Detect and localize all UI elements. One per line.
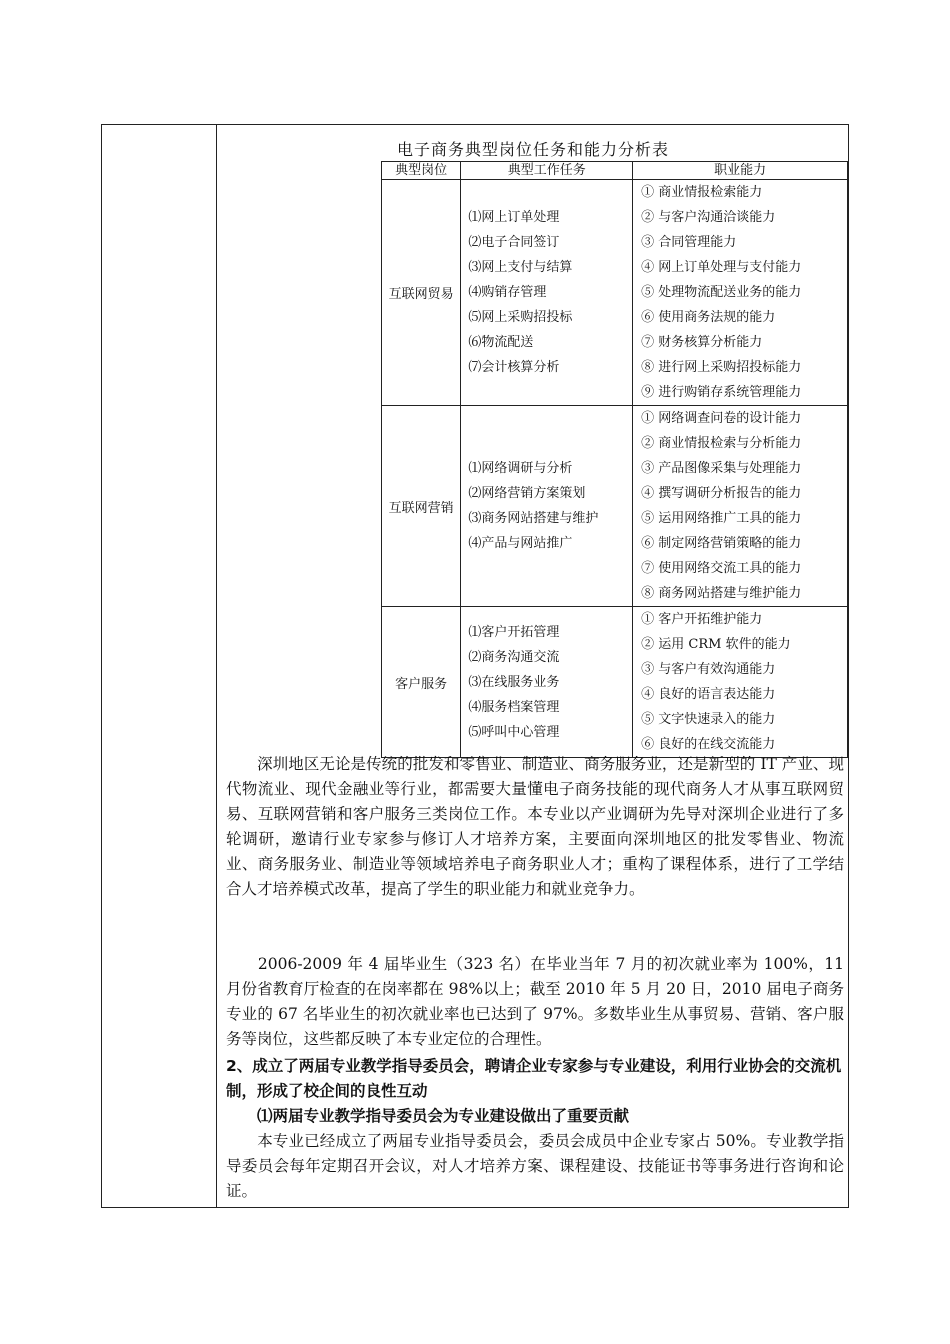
ability-item: ⑨ 进行购销存系统管理能力 bbox=[641, 385, 802, 400]
ability-analysis-table bbox=[381, 161, 848, 758]
task-item: ⑵电子合同签订 bbox=[468, 235, 560, 250]
ability-item: ⑧ 商务网站搭建与维护能力 bbox=[641, 586, 802, 601]
table-row bbox=[382, 180, 848, 406]
task-item: ⑹物流配送 bbox=[468, 335, 534, 350]
tasks-cell bbox=[461, 607, 633, 758]
ability-item: ⑥ 制定网络营销策略的能力 bbox=[641, 536, 802, 551]
ability-item: ② 与客户沟通洽谈能力 bbox=[641, 210, 776, 225]
abilities-cell bbox=[633, 180, 848, 406]
ability-item: ② 商业情报检索与分析能力 bbox=[641, 436, 802, 451]
table-body bbox=[382, 180, 848, 758]
table-title: 电子商务典型岗位任务和能力分析表 bbox=[396, 140, 669, 159]
header-position: 典型岗位 bbox=[382, 162, 461, 180]
task-item: ⑴网上订单处理 bbox=[468, 210, 560, 225]
ability-item: ③ 合同管理能力 bbox=[641, 235, 737, 250]
task-item: ⑶商务网站搭建与维护 bbox=[468, 511, 599, 526]
header-tasks: 典型工作任务 bbox=[461, 162, 633, 180]
tasks-cell bbox=[461, 180, 633, 406]
ability-item: ⑤ 处理物流配送业务的能力 bbox=[641, 285, 802, 300]
ability-item: ④ 撰写调研分析报告的能力 bbox=[641, 486, 802, 501]
task-item: ⑸网上采购招投标 bbox=[468, 310, 573, 325]
table-row bbox=[382, 607, 848, 758]
ability-item: ⑦ 使用网络交流工具的能力 bbox=[641, 561, 802, 576]
ability-item: ④ 网上订单处理与支付能力 bbox=[641, 260, 802, 275]
subsection-heading-1: ⑴两届专业教学指导委员会为专业建设做出了重要贡献 bbox=[226, 1107, 630, 1125]
ability-item: ⑤ 文字快速录入的能力 bbox=[641, 712, 776, 727]
table-header-row bbox=[382, 162, 848, 180]
ability-item: ③ 与客户有效沟通能力 bbox=[641, 662, 776, 677]
tasks-cell bbox=[461, 406, 633, 607]
ability-item: ⑥ 使用商务法规的能力 bbox=[641, 310, 776, 325]
ability-item: ⑧ 进行网上采购招投标能力 bbox=[641, 360, 802, 375]
table-row bbox=[382, 406, 848, 607]
ability-item: ② 运用 CRM 软件的能力 bbox=[641, 637, 791, 652]
left-label-column bbox=[102, 125, 217, 1207]
ability-item: ① 网络调查问卷的设计能力 bbox=[641, 411, 802, 426]
task-item: ⑺会计核算分析 bbox=[468, 360, 560, 375]
task-item: ⑴客户开拓管理 bbox=[468, 624, 560, 640]
task-item: ⑵网络营销方案策划 bbox=[468, 486, 586, 501]
ability-item: ⑤ 运用网络推广工具的能力 bbox=[641, 511, 802, 526]
ability-item: ③ 产品图像采集与处理能力 bbox=[641, 461, 802, 476]
paragraph-industry-demand: 深圳地区无论是传统的批发和零售业、制造业、商务服务业，还是新型的 IT 产业、现代物流业、现代金融业等行业，都需要大量懂电子商务技能的现代商务人才从事互联网贸易、互联网营销和客户服务三类岗位工作。本专业以产业调研为先导对深圳企业进行了多轮调研，邀请行业专家参与修订人才培养方案，主要面向深圳地区的批发零售业、物流业、商务服务业、制造业等领域培养电子商务职业人才；重构了课程体系，进行了工学结合人才培养模式改革，提高了学生的职业能力和就业竞争力。 bbox=[226, 755, 844, 898]
position-cell: 互联网营销 bbox=[382, 406, 461, 607]
task-item: ⑷购销存管理 bbox=[468, 285, 547, 300]
task-item: ⑸呼叫中心管理 bbox=[468, 724, 560, 740]
task-item: ⑷产品与网站推广 bbox=[468, 536, 573, 551]
section-heading-2: 2、成立了两届专业教学指导委员会，聘请企业专家参与专业建设，利用行业协会的交流机制，形成了校企间的良性互动 bbox=[226, 1057, 842, 1100]
ability-item: ① 商业情报检索能力 bbox=[641, 185, 763, 200]
task-item: ⑷服务档案管理 bbox=[468, 699, 560, 715]
position-cell: 客户服务 bbox=[382, 607, 461, 758]
abilities-cell bbox=[633, 406, 848, 607]
ability-item: ① 客户开拓维护能力 bbox=[641, 612, 763, 627]
header-abilities: 职业能力 bbox=[633, 162, 848, 180]
ability-item: ⑥ 良好的在线交流能力 bbox=[641, 737, 776, 752]
ability-item: ④ 良好的语言表达能力 bbox=[641, 687, 776, 702]
ability-item: ⑦ 财务核算分析能力 bbox=[641, 335, 763, 350]
outer-frame bbox=[101, 124, 849, 1208]
task-item: ⑶网上支付与结算 bbox=[468, 260, 573, 275]
position-cell: 互联网贸易 bbox=[382, 180, 461, 406]
task-item: ⑵商务沟通交流 bbox=[468, 649, 560, 665]
task-item: ⑴网络调研与分析 bbox=[468, 461, 573, 476]
abilities-cell bbox=[633, 607, 848, 758]
task-item: ⑶在线服务业务 bbox=[468, 674, 560, 690]
paragraph-employment-rate: 2006-2009 年 4 届毕业生（323 名）在毕业当年 7 月的初次就业率为 100%，11 月份省教育厅检查的在岗率都在 98%以上；截至 2010 年 5 月 20 日，2010 届电子商务专业的 67 名毕业生的初次就业率也已达到了 97%。多数毕业生从事贸易、营销、客户服务等岗位，这些都反映了本专业定位的合理性。 bbox=[226, 955, 844, 1048]
content-cell bbox=[218, 125, 848, 1207]
paragraph-committee: 本专业已经成立了两届专业指导委员会，委员会成员中企业专家占 50%。专业教学指导委员会每年定期召开会议，对人才培养方案、课程建设、技能证书等事务进行咨询和论证。 bbox=[226, 1132, 844, 1200]
